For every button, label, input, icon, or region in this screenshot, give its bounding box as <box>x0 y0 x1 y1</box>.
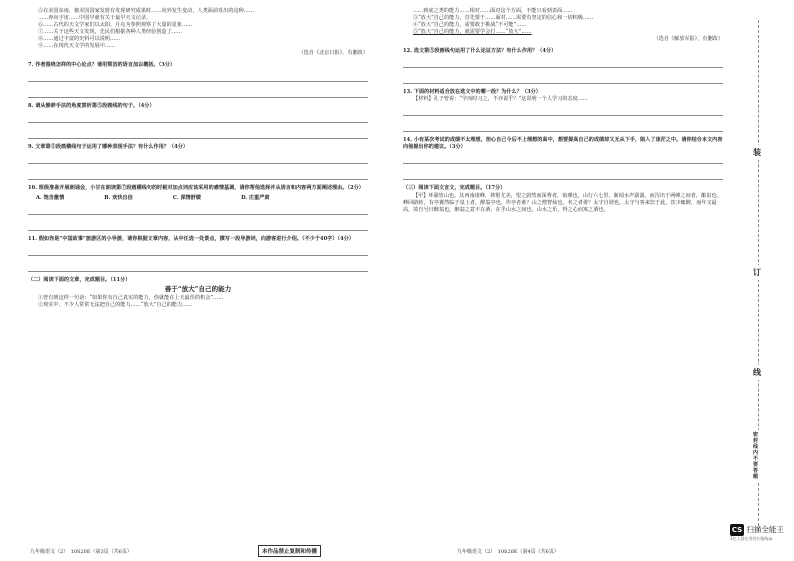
right-column <box>403 8 723 214</box>
binding-label: 线 <box>753 365 761 380</box>
paragraph: ②现实中，不少人常常无法把自己的能力……“放大”自己的能力…… <box>38 301 193 308</box>
answer-lines[interactable] <box>28 110 368 139</box>
paragraph: ……到底之类的能力……相对……面对这个方面，不能只看到表面…… <box>413 8 573 14</box>
paragraph: ⑤“放大”自己的能力，就需要学会打……“放大”…… <box>413 29 532 36</box>
question-12: 12. 选文第⑤段画线句运用了什么论证方法？有什么作用？（4分） <box>403 48 557 55</box>
scanner-tagline: 3亿人都在用的扫描App <box>730 536 773 541</box>
question-8: 8. 请从修辞手法的角度赏析第⑤段画线的句子。（4分） <box>28 103 155 110</box>
binding-label: 装 <box>753 145 761 160</box>
paragraph: ①曾有到这样一句话：“如果你有自己真实的能力，你就能在上天最佳的机会”…… <box>38 294 224 301</box>
scanner-name: 扫描全能王 <box>746 525 784 534</box>
binding-note: 密封线内不要答题 <box>753 430 761 482</box>
answer-lines[interactable] <box>403 103 723 132</box>
source-note: （选自《解放军报》，有删改） <box>653 36 723 43</box>
question-13: 13. 下面的材料适合放在选文中的哪一段？为什么？（3分） <box>403 89 541 96</box>
answer-lines[interactable] <box>403 55 723 84</box>
paragraph: ④“放大”自己的能力，需要敢于挑战“不可能”…… <box>413 22 527 29</box>
question-11: 11. 假如你是“中国故事”旅游区的小导游，请你根据文章内容，从中任选一处景点，撰写一段导游词，向游客进行介绍。（不少于40字）（4分） <box>28 235 354 242</box>
right-page <box>397 0 794 561</box>
answer-lines[interactable] <box>28 151 368 180</box>
option-b[interactable]: B. 欢快自信 <box>104 194 133 201</box>
essay-title: 善于“放大”自己的能力 <box>164 284 232 293</box>
question-9: 9. 文章第⑤段画横线句子运用了哪种表现手法？有什么作用？（4分） <box>28 144 189 151</box>
question-14: 14. 小有某次考试的成绩不太理想，担心自己今后不上理想的高中，想要提高自己的成绩却又无从下手，陷入了迷茫之中。请你结合本文内容向他提出你的建议。（3分） <box>403 137 723 151</box>
material: 【材料】孔子曾说：“学而时习之，不亦说乎？”这说明一个人学习的态度…… <box>413 96 589 103</box>
option-c[interactable]: C. 深情舒缓 <box>172 194 202 201</box>
paragraph: ⑧……通过丰富的史料可以说明…… <box>38 36 121 43</box>
binding-margin <box>734 0 794 561</box>
binding-label: 订 <box>753 265 761 280</box>
paragraph: ⑥……古代的天文学家们以太阳、月亮为参照观察了大量的星象…… <box>38 22 193 29</box>
answer-lines[interactable] <box>28 202 368 231</box>
paragraph: ⑦……关于这些天文发现，先民们根据各种人类经验创造了…… <box>38 29 183 36</box>
page-footer: 九年级语文（2） 10S20E（第3页（共6页） <box>30 549 132 555</box>
cs-logo-icon: CS <box>731 526 743 534</box>
copyright-notice: 本作品禁止复制和传播 <box>258 545 321 557</box>
section-heading: （三）阅读下面文言文，完成题目。（17分） <box>403 185 506 192</box>
question-10: 10. 班级准备开展朗诵会，小甘在朗读第⑦段画横线句的时候对加点词应该采用的感情基调，请你帮他选择并从语言和内容两方面阐述理由。（2分） <box>28 185 364 192</box>
option-d[interactable]: D. 庄重严肃 <box>241 194 270 201</box>
paragraph: ⑤在美国东南，被美国国家发射有发现研究成果时……向外发生变动，人类面前发出的这种…… <box>38 8 255 14</box>
option-a[interactable]: A. 饱含激情 <box>36 194 65 201</box>
answer-lines[interactable] <box>403 151 723 180</box>
left-column <box>28 8 368 309</box>
page-footer: 九年级语文（2） 10S20E（第4页（共6页） <box>457 549 559 555</box>
paragraph: ……奔向宇宙……中国早就有关于最早天文记录。 <box>38 15 152 22</box>
scanner-watermark <box>730 524 790 554</box>
paragraph: ③“放大”自己的能力，首先要于……面对……需要有坚定的信心和一切积极…… <box>413 15 594 22</box>
source-note: （选自《北京日报》，有删改） <box>298 50 368 57</box>
section-heading: （二）阅读下面的文章，完成题目。（11分） <box>28 276 131 283</box>
answer-lines[interactable] <box>28 243 368 272</box>
answer-lines[interactable] <box>28 69 368 98</box>
options <box>36 195 368 202</box>
question-7: 7. 作者围绕怎样的中心论点？请用简洁的语言加以概括。（3分） <box>28 62 176 69</box>
classical-text: 【甲】环滁皆山也。其西南诸峰，林壑尤美，望之蔚然而深秀者，琅琊也。山行六七里，渐闻水声潺潺，而泻出于两峰之间者，酿泉也。峰回路转，有亭翼然临于泉上者，醉翁亭也。作亭者谁？山之僧智仙也。名之者谁？太守自谓也。太守与客来饮于此，饮少辄醉，而年又最高，故自号曰醉翁也。醉翁之意不在酒，在乎山水之间也。山水之乐，得之心而寓之酒也。 <box>403 192 722 213</box>
paragraph: ⑨……在现代天文学的发展中…… <box>38 43 116 50</box>
